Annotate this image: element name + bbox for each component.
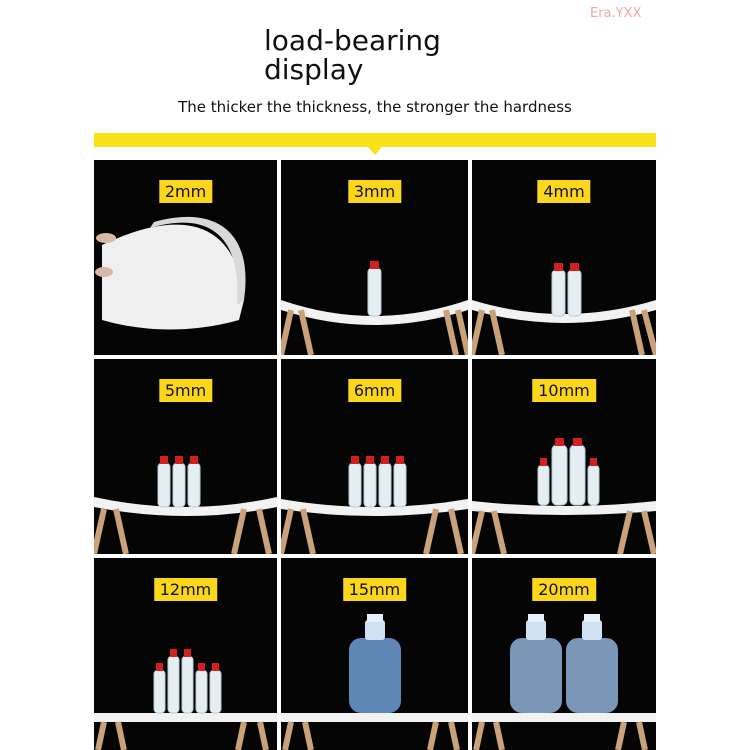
panel-3mm [281,160,468,355]
panel-10mm [472,359,656,554]
watermark-text: Era.YXX [590,6,642,21]
panel-6mm [281,359,468,554]
page-subtitle: The thicker the thickness, the stronger the hardness [178,98,572,116]
panel-4mm [472,160,656,355]
page-title [264,26,441,84]
thickness-label: 5mm [159,379,212,402]
title-line-1: load-bearing [264,24,441,57]
thickness-label: 12mm [154,578,218,601]
thickness-label: 20mm [532,578,596,601]
title-line-2: display [264,53,364,86]
thickness-grid [94,160,656,750]
accent-bar-pointer [368,147,382,155]
panel-2mm [94,160,277,355]
panel-12mm [94,558,277,750]
thickness-label: 2mm [159,180,212,203]
thickness-label: 15mm [343,578,407,601]
thickness-label: 10mm [532,379,596,402]
thickness-label: 4mm [537,180,590,203]
accent-bar [94,133,656,147]
panel-15mm [281,558,468,750]
panel-5mm [94,359,277,554]
panel-20mm [472,558,656,750]
thickness-label: 6mm [348,379,401,402]
thickness-label: 3mm [348,180,401,203]
